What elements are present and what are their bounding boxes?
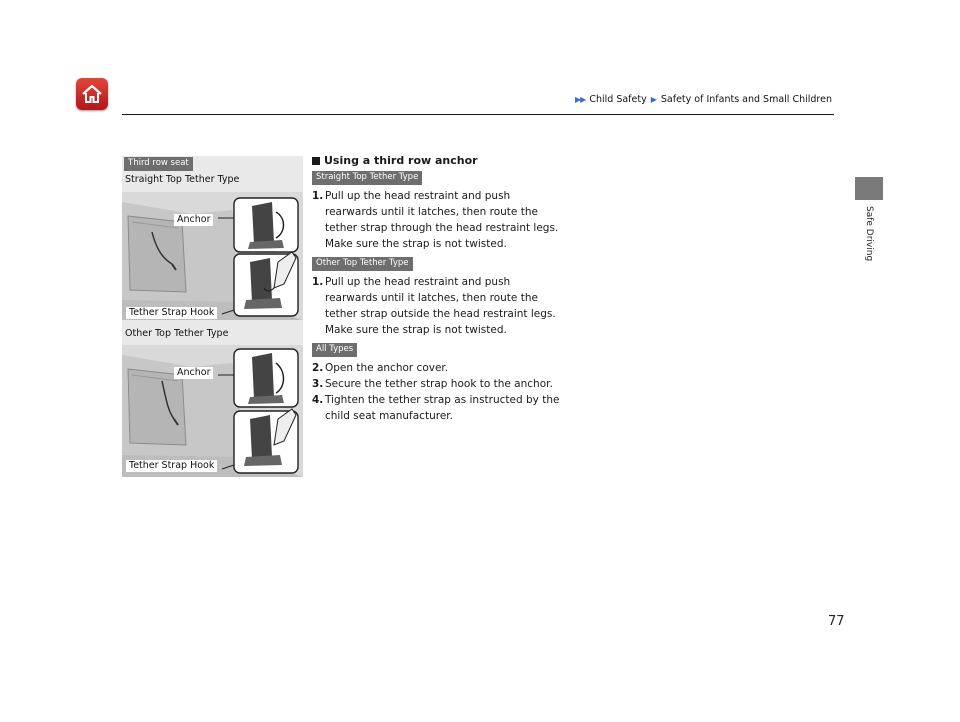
figure2-hook-inset <box>234 409 298 473</box>
all-types-tag: All Types <box>312 343 357 357</box>
instructions-column <box>312 154 562 424</box>
figure1-hook-inset <box>234 252 298 316</box>
step-number: 4. <box>312 394 324 406</box>
figure1-cargo-illustration <box>122 192 303 320</box>
figure1-tether-hook-label: Tether Strap Hook <box>126 307 217 319</box>
step-text: Pull up the head restraint and push rearwards until it latches, then route the tether strap outside the head restraint legs. Make sure the strap is not twisted. <box>325 276 556 336</box>
step-item <box>312 274 562 338</box>
figure1-anchor-inset <box>234 198 298 252</box>
section-tab-label: Safe Driving <box>864 206 874 262</box>
breadcrumb-separator-icon: ▶ <box>650 95 657 104</box>
figure2-tether-hook-label: Tether Strap Hook <box>126 460 217 472</box>
step-text: Secure the tether strap hook to the anchor. <box>325 378 553 390</box>
section-heading <box>312 154 562 167</box>
straight-top-tether-tag: Straight Top Tether Type <box>312 171 422 185</box>
home-icon <box>81 84 103 104</box>
step-text: Pull up the head restraint and push rearwards until it latches, then route the tether strap through the head restraint legs. Make sure the strap is not twisted. <box>325 190 559 250</box>
double-triangle-arrow-icon: ▶▶ <box>575 95 586 104</box>
figure2-title: Other Top Tether Type <box>125 328 229 339</box>
figure2-cargo-illustration <box>122 345 303 477</box>
breadcrumb <box>575 94 832 105</box>
step-item <box>312 392 562 424</box>
home-button[interactable] <box>76 78 108 110</box>
step-text: Tighten the tether strap as instructed by the child seat manufacturer. <box>325 394 560 422</box>
illustration-panel <box>122 156 303 477</box>
figure1-title: Straight Top Tether Type <box>125 174 240 185</box>
figure2-anchor-label: Anchor <box>174 367 213 379</box>
figure1-anchor-label: Anchor <box>174 214 213 226</box>
step-number: 3. <box>312 378 324 390</box>
breadcrumb-item-child-safety[interactable]: Child Safety <box>589 94 647 105</box>
step-item <box>312 188 562 252</box>
section-tab-marker[interactable] <box>855 177 883 200</box>
page-number: 77 <box>828 614 845 629</box>
third-row-seat-tag: Third row seat <box>124 157 193 171</box>
other-top-tether-tag: Other Top Tether Type <box>312 257 413 271</box>
step-item <box>312 376 562 392</box>
breadcrumb-item-safety-of-infants[interactable]: Safety of Infants and Small Children <box>660 94 832 105</box>
square-bullet-icon <box>312 157 320 165</box>
figure2-anchor-inset <box>234 349 298 407</box>
step-number: 2. <box>312 362 324 374</box>
step-number: 1. <box>312 190 324 202</box>
header-rule <box>122 114 834 115</box>
section-heading-text: Using a third row anchor <box>324 154 478 167</box>
step-text: Open the anchor cover. <box>325 362 449 374</box>
step-number: 1. <box>312 276 324 288</box>
step-item <box>312 360 562 376</box>
